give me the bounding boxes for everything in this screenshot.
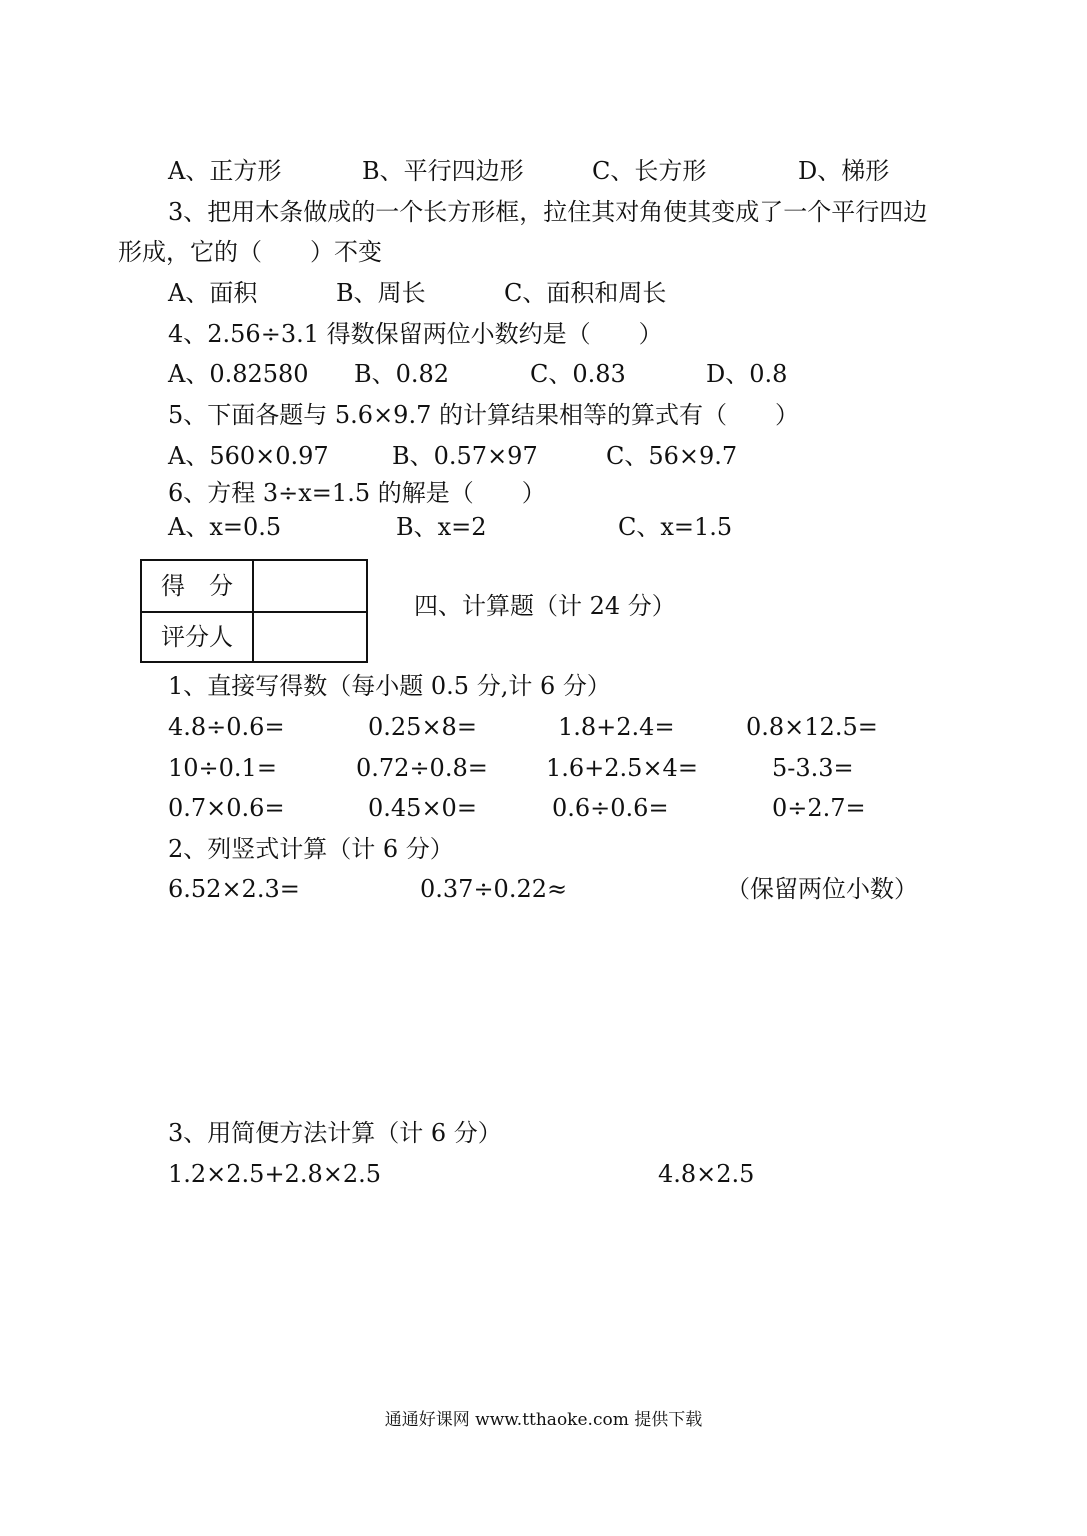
expression: 0.72÷0.8= xyxy=(356,754,488,782)
q3-question-line1: 3、把用木条做成的一个长方形框，拉住其对角使其变成了一个平行四边 xyxy=(168,198,928,226)
q2-option-a: A、正方形 xyxy=(168,157,282,185)
q6-option-a: A、x=0.5 xyxy=(168,513,282,541)
expression: 0.6÷0.6= xyxy=(552,794,669,822)
score-box xyxy=(140,559,368,663)
expression: 0÷2.7= xyxy=(772,794,866,822)
q6-question: 6、方程 3÷x=1.5 的解是（ ） xyxy=(168,479,546,507)
q2-option-d: D、梯形 xyxy=(798,157,890,185)
q4-option-a: A、0.82580 xyxy=(168,360,309,388)
expression: 4.8×2.5 xyxy=(658,1160,755,1188)
grader-row xyxy=(142,612,366,662)
q3-option-a: A、面积 xyxy=(168,279,258,307)
part1-heading: 1、直接写得数（每小题 0.5 分,计 6 分） xyxy=(168,672,611,700)
q3-question-line2: 形成，它的（ ）不变 xyxy=(118,238,382,266)
rounding-note: （保留两位小数） xyxy=(726,875,918,903)
q5-question: 5、下面各题与 5.6×9.7 的计算结果相等的算式有（ ） xyxy=(168,401,799,429)
grader-label: 评分人 xyxy=(142,612,254,662)
expression: 0.45×0= xyxy=(368,794,477,822)
grader-value-cell[interactable] xyxy=(254,612,366,662)
q4-question: 4、2.56÷3.1 得数保留两位小数约是（ ） xyxy=(168,320,663,348)
score-row xyxy=(142,561,366,613)
q5-option-b: B、0.57×97 xyxy=(392,442,538,470)
expression: 1.2×2.5+2.8×2.5 xyxy=(168,1160,381,1188)
q6-option-c: C、x=1.5 xyxy=(618,513,733,541)
q2-option-c: C、长方形 xyxy=(592,157,707,185)
score-label: 得 分 xyxy=(142,561,254,611)
expression: 10÷0.1= xyxy=(168,754,277,782)
q5-option-c: C、56×9.7 xyxy=(606,442,738,470)
expression: 6.52×2.3= xyxy=(168,875,300,903)
expression: 0.25×8= xyxy=(368,713,477,741)
q4-option-c: C、0.83 xyxy=(530,360,626,388)
q3-option-b: B、周长 xyxy=(336,279,426,307)
expression: 1.8+2.4= xyxy=(558,713,675,741)
q4-option-b: B、0.82 xyxy=(354,360,450,388)
q4-option-d: D、0.8 xyxy=(706,360,788,388)
expression: 0.8×12.5= xyxy=(746,713,878,741)
score-value-cell[interactable] xyxy=(254,561,366,611)
part3-heading: 3、用简便方法计算（计 6 分） xyxy=(168,1119,502,1147)
footer-credit: 通通好课网 www.tthaoke.com 提供下载 xyxy=(384,1410,703,1430)
expression: 4.8÷0.6= xyxy=(168,713,285,741)
expression: 1.6+2.5×4= xyxy=(546,754,698,782)
expression: 0.7×0.6= xyxy=(168,794,285,822)
part2-heading: 2、列竖式计算（计 6 分） xyxy=(168,835,454,863)
q3-option-c: C、面积和周长 xyxy=(504,279,667,307)
q2-option-b: B、平行四边形 xyxy=(362,157,524,185)
q5-option-a: A、560×0.97 xyxy=(168,442,329,470)
expression: 0.37÷0.22≈ xyxy=(420,875,568,903)
section4-title: 四、计算题（计 24 分） xyxy=(414,592,676,620)
expression: 5-3.3= xyxy=(772,754,854,782)
q6-option-b: B、x=2 xyxy=(396,513,487,541)
